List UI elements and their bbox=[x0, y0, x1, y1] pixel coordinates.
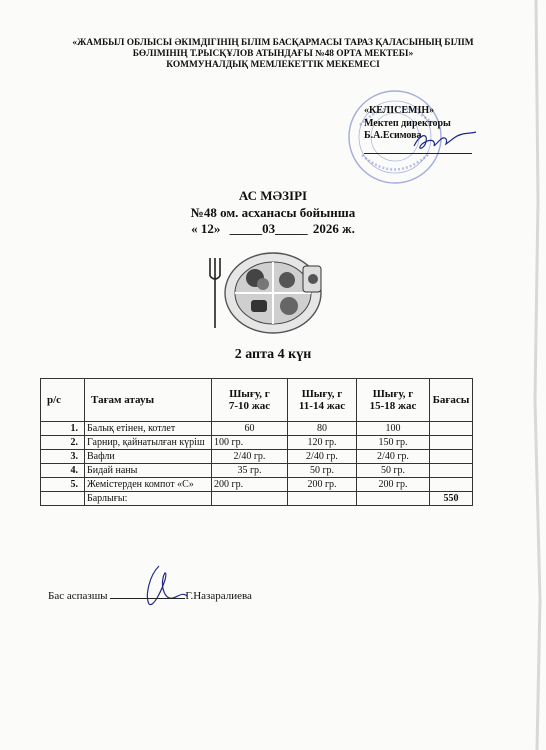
row-portion-7-10: 200 гр. bbox=[212, 478, 288, 492]
table-row bbox=[41, 436, 473, 450]
chef-name: Г.Назаралиева bbox=[185, 590, 252, 602]
scan-edge bbox=[516, 0, 546, 750]
header-portion-7-10-age: 7-10 жас bbox=[228, 400, 271, 412]
row-price bbox=[430, 436, 473, 450]
row-portion-15-18: 200 гр. bbox=[357, 478, 430, 492]
chef-signature-block bbox=[48, 590, 252, 602]
chef-signature-line bbox=[110, 598, 185, 599]
row-dish: Бидай наны bbox=[85, 464, 212, 478]
row-portion-7-10: 2/40 гр. bbox=[212, 450, 288, 464]
date-year: 2026 ж. bbox=[312, 221, 355, 236]
row-portion-11-14: 80 bbox=[288, 422, 357, 436]
row-num: 1. bbox=[41, 422, 85, 436]
row-price bbox=[430, 464, 473, 478]
row-portion-11-14: 200 гр. bbox=[288, 478, 357, 492]
organization-header bbox=[40, 38, 506, 71]
row-dish: Балық етінен, котлет bbox=[85, 422, 212, 436]
header-portion-7-10-label: Шығу, г bbox=[229, 388, 270, 400]
approval-position: Мектеп директоры bbox=[364, 117, 451, 129]
row-num: 4. bbox=[41, 464, 85, 478]
row-portion-7-10: 60 bbox=[212, 422, 288, 436]
chef-signature bbox=[135, 562, 195, 612]
header-portion-7-10 bbox=[212, 379, 288, 422]
header-num: р/с bbox=[41, 379, 85, 422]
header-dish-name: Тағам атауы bbox=[85, 379, 212, 422]
approval-title: «КЕЛІСЕМІН» bbox=[364, 105, 435, 116]
canteen-subtitle: №48 ом. асханасы бойынша bbox=[190, 204, 356, 220]
approval-name: Б.А.Есимова bbox=[364, 130, 422, 141]
total-empty-2 bbox=[288, 492, 357, 506]
week-day-label: 2 апта 4 күн bbox=[234, 347, 312, 362]
row-dish: Жемістерден компот «С» bbox=[85, 478, 212, 492]
header-portion-15-18 bbox=[357, 379, 430, 422]
menu-table bbox=[40, 378, 473, 506]
row-portion-15-18: 150 гр. bbox=[357, 436, 430, 450]
menu-title: АС МӘЗІРІ bbox=[238, 188, 308, 203]
header-price: Бағасы bbox=[430, 379, 473, 422]
chef-role: Бас аспазшы bbox=[48, 590, 108, 602]
header-portion-15-18-age: 15-18 жас bbox=[369, 400, 417, 412]
header-portion-11-14 bbox=[288, 379, 357, 422]
header-portion-15-18-label: Шығу, г bbox=[372, 388, 414, 400]
row-price bbox=[430, 422, 473, 436]
header-portion-11-14-label: Шығу, г bbox=[301, 388, 343, 400]
row-portion-11-14: 50 гр. bbox=[288, 464, 357, 478]
table-row bbox=[41, 422, 473, 436]
row-dish: Вафли bbox=[85, 450, 212, 464]
date-month: _____03_____ bbox=[229, 221, 308, 236]
row-num: 3. bbox=[41, 450, 85, 464]
row-price bbox=[430, 450, 473, 464]
row-portion-15-18: 2/40 гр. bbox=[357, 450, 430, 464]
org-line-2: БӨЛІМІНІҢ Т.РЫСҚҰЛОВ АТЫНДАҒЫ №48 ОРТА МЕКТЕБІ» bbox=[132, 49, 414, 59]
row-portion-15-18: 100 bbox=[357, 422, 430, 436]
menu-title-block bbox=[0, 188, 546, 238]
table-row bbox=[41, 478, 473, 492]
total-empty-3 bbox=[357, 492, 430, 506]
table-row bbox=[41, 450, 473, 464]
table-header-row bbox=[41, 379, 473, 422]
org-line-3: КОММУНАЛДЫҚ МЕМЛЕКЕТТІК МЕКЕМЕСІ bbox=[166, 60, 380, 70]
row-portion-11-14: 120 гр. bbox=[288, 436, 357, 450]
header-portion-11-14-age: 11-14 жас bbox=[298, 400, 346, 412]
total-empty-num bbox=[41, 492, 85, 506]
total-value: 550 bbox=[430, 492, 473, 506]
row-portion-11-14: 2/40 гр. bbox=[288, 450, 357, 464]
org-line-1: «ЖАМБЫЛ ОБЛЫСЫ ӘКІМДІГІНІҢ БІЛІМ БАСҚАРМАСЫ ТАРАЗ ҚАЛАСЫНЫҢ БІЛІМ bbox=[72, 38, 474, 48]
row-dish: Гарнир, қайнатылған күріш bbox=[85, 436, 212, 450]
row-portion-15-18: 50 гр. bbox=[357, 464, 430, 478]
table-total-row bbox=[41, 492, 473, 506]
menu-date bbox=[0, 221, 546, 238]
date-day: « 12» bbox=[191, 221, 221, 236]
total-label: Барлығы: bbox=[85, 492, 212, 506]
row-num: 2. bbox=[41, 436, 85, 450]
row-portion-7-10: 35 гр. bbox=[212, 464, 288, 478]
row-price bbox=[430, 478, 473, 492]
table-row bbox=[41, 464, 473, 478]
row-portion-7-10: 100 гр. bbox=[212, 436, 288, 450]
director-signature bbox=[410, 128, 480, 158]
row-num: 5. bbox=[41, 478, 85, 492]
healthy-plate-illustration bbox=[203, 248, 333, 338]
total-empty-1 bbox=[212, 492, 288, 506]
